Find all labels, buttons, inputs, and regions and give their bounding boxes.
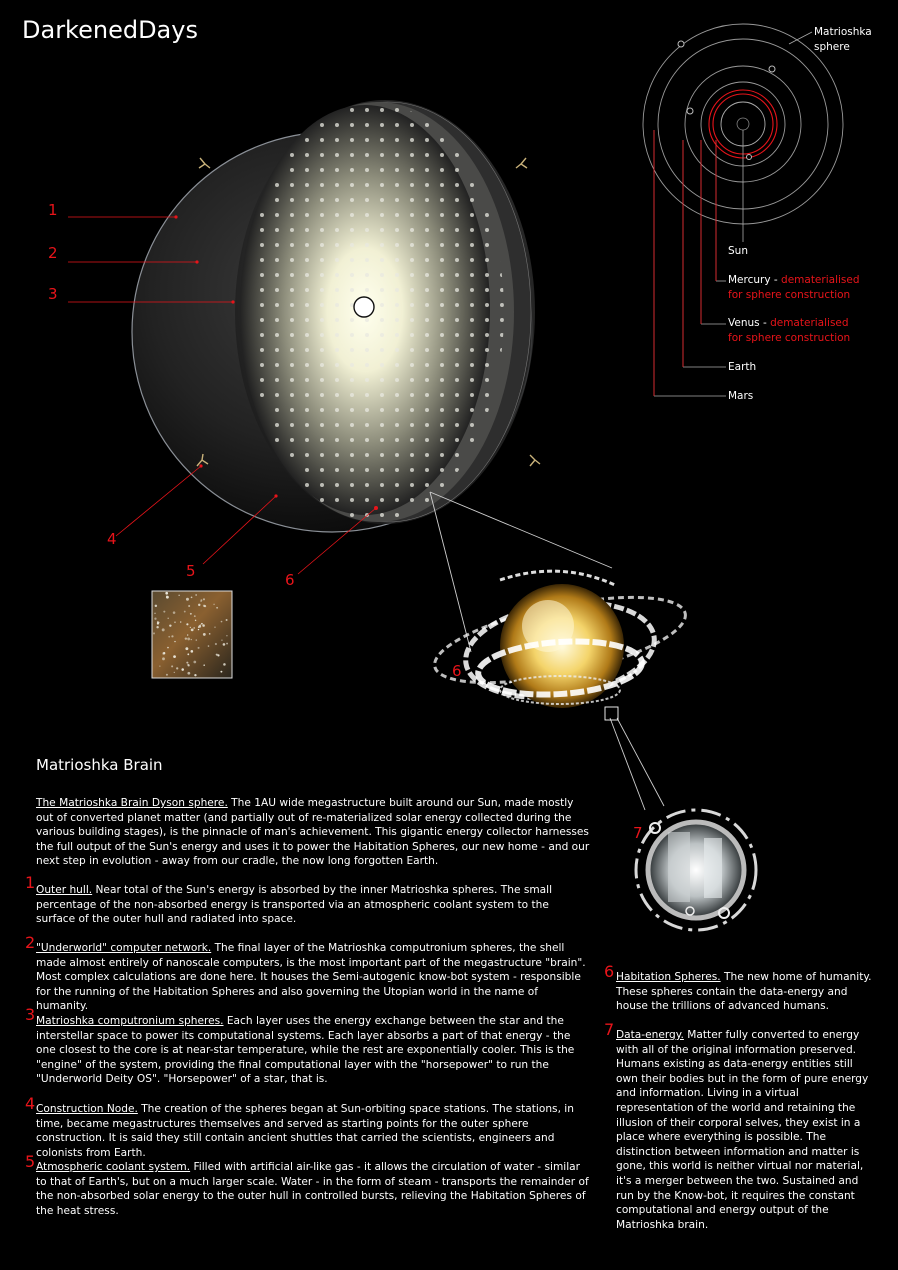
item-3-text: Matrioshka computronium spheres. Each layer uses the energy exchange between the star and the interstellar space to power its computational systems. Each layer absorbs a part of that energy - the one closest to the core is at near-star temperature, while the rest are exponentially cooler. This is the "engine" of the system, providing the final computational layer with the "horsepower" to run the "Underworld Deity OS". "Horsepower" of a star, that is. [36,1015,575,1086]
legend-sun: Sun [728,245,748,257]
legend-matrioshka: Matrioshka sphere [814,26,872,53]
coolant-steam-image [152,591,232,678]
label-7: 7 [633,824,643,842]
item-1-text: Outer hull. Near total of the Sun's energy is absorbed by the inner Matrioshka spheres. The small percentage of the non-absorbed energy is transported via an atmospheric coolant system to the surface of the outer hull and radiated into space. [36,884,553,926]
item-7-number: 7 [604,1020,615,1039]
sun-core-icon [354,297,374,317]
legend-mercury: Mercury - dematerialised for sphere construction [728,274,860,301]
item-5-text: Atmospheric coolant system. Filled with artificial air-like gas - it allows the circulation of water - similar to that of Earth's, but on a much larger scale. Water - in the form of steam - transports the remainder of the non-absorbed solar energy to the outer hull in controlled bursts, relieving the Habitation Spheres of the heat stress. [36,1161,589,1217]
dyson-sphere [132,100,540,532]
item-6-text: Habitation Spheres. The new home of humanity. These spheres contain the data-energy and house the trillions of advanced humans. [616,971,872,1013]
label-5: 5 [186,562,196,580]
item-1-number: 1 [25,873,36,892]
legend-venus: Venus - dematerialised for sphere construction [728,317,851,344]
item-2-text: "Underworld" computer network. The final layer of the Matrioshka computronium spheres, the shell made almost entirely of nanoscale computers, is the most important part of the megastructure "brain". Most complex calculations are done here. It houses the Semi-autogenic know-bot system - responsible for the running of the Habitation Spheres and also governing the Utopian world in the name of humanity. [36,942,586,1013]
label-6-habitation: 6 [452,662,462,680]
label-2: 2 [48,244,58,262]
item-4-number: 4 [25,1094,36,1113]
item-5-number: 5 [25,1152,36,1171]
legend-mars: Mars [728,390,754,402]
brand-logo: DarkenedDays [22,16,198,44]
label-6: 6 [285,571,295,589]
intro-paragraph: The Matrioshka Brain Dyson sphere. The 1AU wide megastructure built around our Sun, made mostly out of converted planet matter (and partially out of re-materialized solar energy collected during the various building stages), is the pinnacle of man's achievement. This gigantic energy collector harnesses the full output of the Sun's energy and uses it to power the Habitation Spheres, our new home - and our next step in evolution - away from our cradle, the now long forgotten Earth. [36,797,590,868]
item-4-text: Construction Node. The creation of the spheres began at Sun-orbiting space stations. The stations, in time, became megastructures themselves and served as starting points for the outer sphere construction. It is said they still contain ancient shuttles that carried the scientists, engineers and colonists from Earth. [36,1103,574,1159]
label-3: 3 [48,285,58,303]
item-3-number: 3 [25,1005,36,1024]
page-title: Matrioshka Brain [36,756,163,774]
legend-earth: Earth [728,361,757,373]
label-1: 1 [48,201,58,219]
item-2-number: 2 [25,933,36,952]
item-7-text: Data-energy. Matter fully converted to energy with all of the original information preserved. Humans existing as data-energy entities still own their bodies but in the form of pure energy and information. Living in a virtual representation of the world and retaining the illusion of their corporal selves, they exist in a place where everything is possible. The distinction between information and matter is gone, this world is neither virtual nor material, it's a merger between the two. Sustained and run by the Know-bot, it requires the constant computational and energy output of the Matrioshka brain. [616,1029,869,1231]
data-energy-sphere [636,810,756,930]
label-4: 4 [107,530,117,548]
habitation-sphere [428,571,693,709]
item-6-number: 6 [604,962,615,981]
